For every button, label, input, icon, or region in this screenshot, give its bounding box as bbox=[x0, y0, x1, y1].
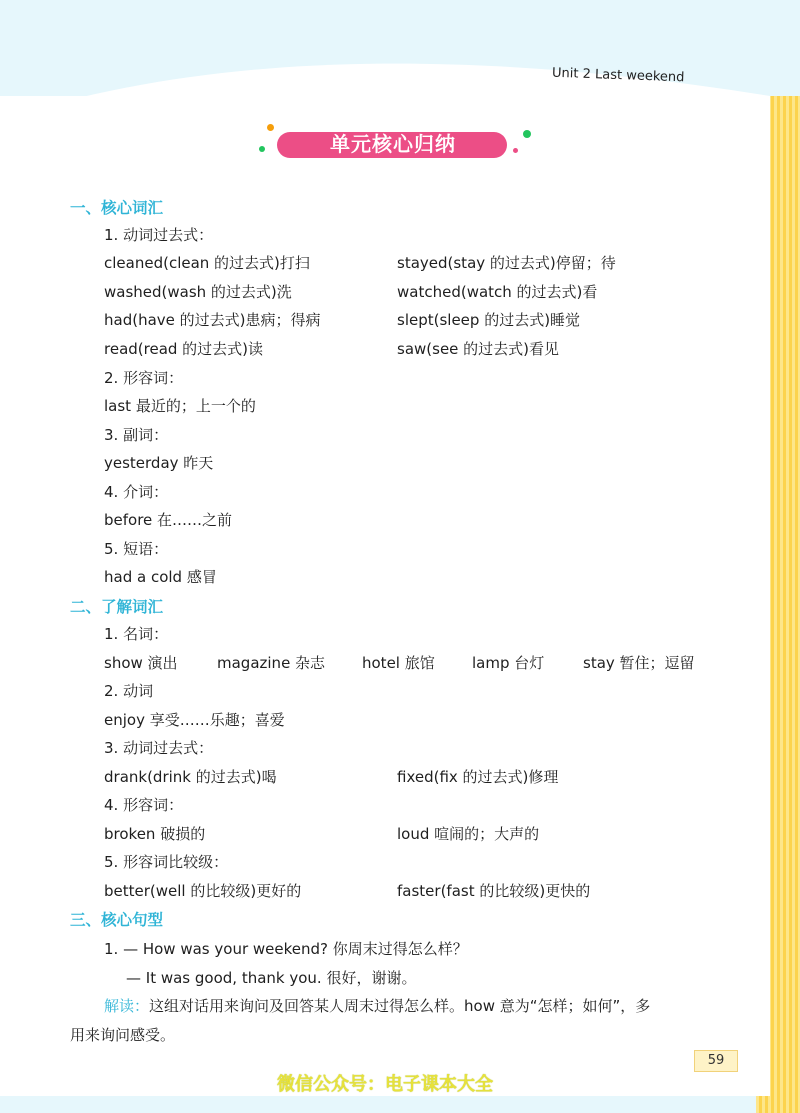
page-title: 单元核心归纳 bbox=[330, 132, 456, 156]
vocab-item: cleaned(clean 的过去式)打扫 bbox=[104, 254, 310, 272]
subheading-nouns: 1. 名词： bbox=[104, 625, 169, 643]
vocab-item: better(well 的比较级)更好的 bbox=[104, 882, 302, 900]
vocab-item: hotel 旅馆 bbox=[362, 654, 435, 672]
page-number: 59 bbox=[694, 1050, 738, 1072]
subheading-past-verbs: 1. 动词过去式： bbox=[104, 226, 214, 244]
vocab-item: before 在……之前 bbox=[104, 511, 233, 529]
vocab-item: slept(sleep 的过去式)睡觉 bbox=[397, 311, 581, 329]
vocab-item: read(read 的过去式)读 bbox=[104, 340, 264, 358]
explanation-label: 解读： bbox=[104, 997, 150, 1015]
section-title-banner bbox=[255, 120, 545, 170]
explanation-paragraph bbox=[104, 995, 650, 1016]
running-head: Unit 2 Last weekend bbox=[551, 65, 685, 86]
vocab-item: fixed(fix 的过去式)修理 bbox=[397, 768, 559, 786]
vocab-item: had a cold 感冒 bbox=[104, 568, 217, 586]
section-heading-core-vocab: 一、核心词汇 bbox=[70, 199, 164, 217]
vocab-item: stayed(stay 的过去式)停留；待 bbox=[397, 254, 616, 272]
subheading-comparatives: 5. 形容词比较级： bbox=[104, 853, 229, 871]
vocab-item: washed(wash 的过去式)洗 bbox=[104, 283, 292, 301]
vocab-item: show 演出 bbox=[104, 654, 178, 672]
vocab-item: had(have 的过去式)患病；得病 bbox=[104, 311, 321, 329]
dialogue-answer: — It was good, thank you. 很好，谢谢。 bbox=[126, 969, 417, 987]
subheading-phrases: 5. 短语： bbox=[104, 540, 169, 558]
section-heading-extra-vocab: 二、了解词汇 bbox=[70, 598, 164, 616]
subheading-verbs: 2. 动词 bbox=[104, 682, 154, 700]
watermark: 微信公众号：电子课本大全 bbox=[277, 1074, 493, 1095]
subheading-past-verbs: 3. 动词过去式： bbox=[104, 739, 214, 757]
explanation-text: 这组对话用来询问及回答某人周末过得怎么样。how 意为“怎样；如何”，多 bbox=[149, 997, 651, 1015]
vocab-item: last 最近的；上一个的 bbox=[104, 397, 256, 415]
subheading-prepositions: 4. 介词： bbox=[104, 483, 169, 501]
vocab-item: enjoy 享受……乐趣；喜爱 bbox=[104, 711, 285, 729]
vocab-item: loud 喧闹的；大声的 bbox=[397, 825, 540, 843]
vocab-item: magazine 杂志 bbox=[217, 654, 326, 672]
dialogue-question: 1. — How was your weekend? 你周末过得怎么样？ bbox=[104, 940, 468, 958]
explanation-continuation: 用来询问感受。 bbox=[70, 1026, 176, 1044]
subheading-adjectives: 2. 形容词： bbox=[104, 369, 184, 387]
vocab-item: stay 暂住；逗留 bbox=[583, 654, 695, 672]
vocab-item: yesterday 昨天 bbox=[104, 454, 214, 472]
vocab-item: faster(fast 的比较级)更快的 bbox=[397, 882, 591, 900]
subheading-adjectives: 4. 形容词： bbox=[104, 796, 184, 814]
vocab-item: drank(drink 的过去式)喝 bbox=[104, 768, 277, 786]
vocab-item: lamp 台灯 bbox=[472, 654, 545, 672]
vocab-item: watched(watch 的过去式)看 bbox=[397, 283, 598, 301]
section-heading-core-sentences: 三、核心句型 bbox=[70, 911, 164, 929]
vocab-item: saw(see 的过去式)看见 bbox=[397, 340, 560, 358]
subheading-adverbs: 3. 副词： bbox=[104, 426, 169, 444]
vocab-item: broken 破损的 bbox=[104, 825, 206, 843]
